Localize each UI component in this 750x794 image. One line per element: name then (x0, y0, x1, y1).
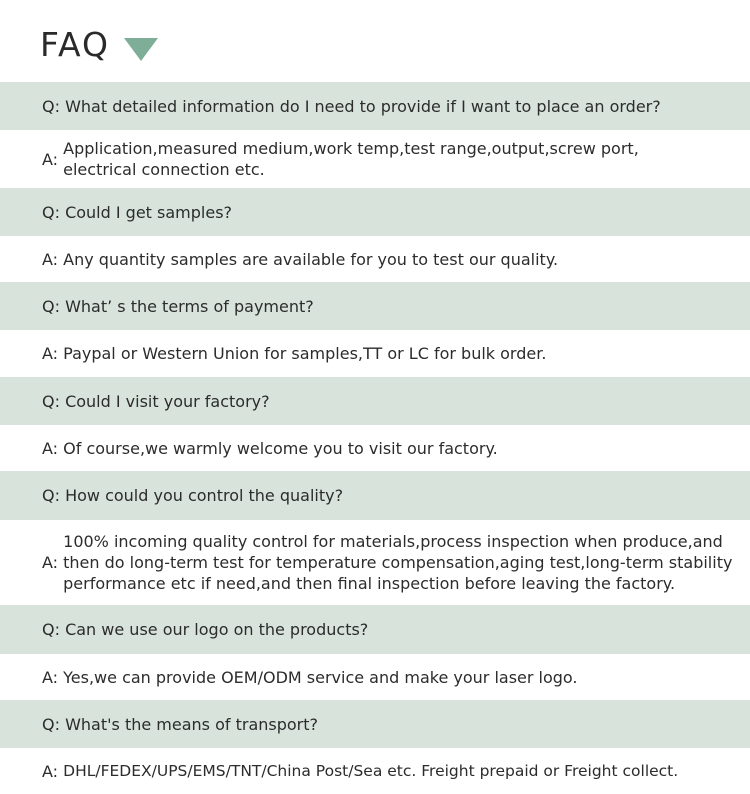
faq-answer-1 (0, 130, 750, 188)
faq-answer-4 (0, 425, 750, 471)
faq-answer-5 (0, 520, 750, 605)
faq-question-5 (0, 471, 750, 520)
question-prefix: Q: (42, 620, 66, 639)
answer-text: DHL/FEDEX/UPS/EMS/TNT/China Post/Sea etc. Freight prepaid or Freight collect. (63, 761, 679, 780)
answer-text: Yes,we can provide OEM/ODM service and make your laser logo. (63, 667, 578, 687)
faq-question-6 (0, 605, 750, 654)
question-text: Could I get samples? (65, 202, 233, 222)
answer-prefix: A: (42, 149, 64, 169)
faq-question-2 (0, 188, 750, 236)
question-prefix: Q: (42, 96, 66, 116)
question-prefix: Q: (42, 296, 66, 316)
triangle-down-icon (124, 38, 158, 61)
faq-answer-7 (0, 748, 750, 794)
question-text: What’ s the terms of payment? (65, 296, 314, 316)
question-prefix: Q: (42, 486, 66, 505)
answer-text: Application,measured medium,work temp,test range,output,screw port, electrical connection etc. (63, 139, 639, 179)
question-text: Could I visit your factory? (65, 391, 270, 411)
answer-prefix: A: (42, 344, 64, 363)
answer-prefix: A: (42, 667, 64, 687)
page-title: FAQ (40, 25, 110, 64)
faq-answer-6 (0, 654, 750, 700)
answer-prefix: A: (42, 553, 64, 572)
answer-text: Any quantity samples are available for you to test our quality. (63, 249, 559, 269)
faq-question-1 (0, 82, 750, 130)
faq-answer-3 (0, 330, 750, 377)
question-text: Can we use our logo on the products? (65, 620, 369, 639)
answer-text: 100% incoming quality control for materials,process inspection when produce,and then do long-term test for temperature compensation,aging test,long-term stability performance etc if need,and then final inspection before leaving the factory. (63, 532, 733, 593)
answer-prefix: A: (42, 249, 64, 269)
faq-answer-2 (0, 236, 750, 282)
answer-text: Paypal or Western Union for samples,TT or LC for bulk order. (63, 344, 547, 363)
question-prefix: Q: (42, 202, 66, 222)
question-text: How could you control the quality? (65, 486, 344, 505)
answer-prefix: A: (42, 438, 64, 458)
faq-question-3 (0, 282, 750, 330)
answer-text: Of course,we warmly welcome you to visit our factory. (63, 438, 498, 458)
answer-prefix: A: (42, 761, 64, 781)
faq-question-7 (0, 700, 750, 748)
faq-question-4 (0, 377, 750, 425)
faq-header (0, 0, 750, 82)
question-prefix: Q: (42, 714, 66, 734)
question-text: What detailed information do I need to provide if I want to place an order? (65, 96, 661, 116)
question-text: What's the means of transport? (65, 714, 319, 734)
question-prefix: Q: (42, 391, 66, 411)
